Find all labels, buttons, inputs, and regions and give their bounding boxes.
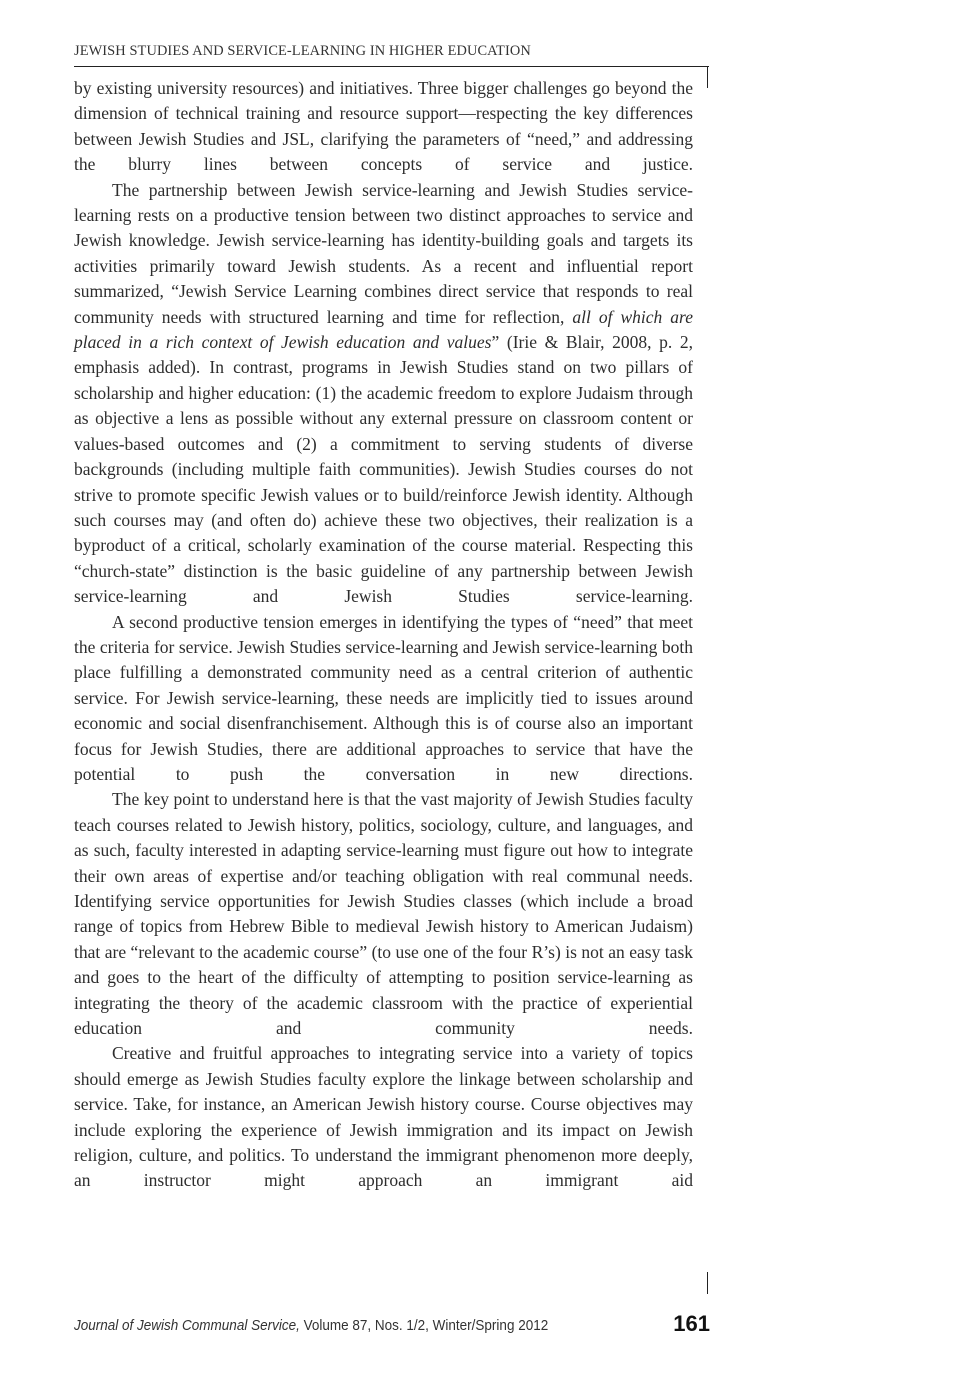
journal-issue: Volume 87, Nos. 1/2, Winter/Spring 2012: [299, 1317, 549, 1334]
margin-rule-top: [707, 66, 708, 88]
margin-rule-bottom: [707, 1272, 708, 1294]
paragraph-3: A second productive tension emerges in identifying the types of “need” that meet the criteria for service. Jewish Studies service-learning and Jewish service-learning both place fulfilling a demonstrated community need as a central criterion of authentic service. For Jewish service-learning, these needs are implicitly tied to issues around economic and social disenfranchisement. Although this is of course also an important focus for Jewish Studies, there are additional approaches to service that have the potential to push the conversation in new directions.: [74, 611, 693, 784]
journal-title: Journal of Jewish Communal Service,: [74, 1317, 300, 1334]
paragraph-4: The key point to understand here is that the vast majority of Jewish Studies faculty teach courses related to Jewish history, politics, sociology, culture, and languages, and as such, faculty interested in adapting service-learning must figure out how to integrate their own areas of expertise and/or teaching obligation with real communal needs. Identifying service opportunities for Jewish Studies classes (which include a broad range of topics from Hebrew Bible to medieval Jewish history to American Judaism) that are “relevant to the academic course” (to use one of the four R’s) is not an easy task and goes to the heart of the difficulty of attempting to position service-learning as integrating the theory of the academic classroom with the practice of experiential education and community needs.: [74, 789, 693, 1039]
page-number: 161: [673, 1311, 710, 1336]
paragraph-2-end: ” (Irie & Blair, 2008, p. 2, emphasis added). In contrast, programs in Jewish Studies stand on two pillars of scholarship and higher education: (1) the academic freedom to explore Judaism through as objective a lens as possible without any external pressure on classroom content or values-based outcomes and (2) a commitment to serving students of diverse backgrounds (including multiple faith communities). Jewish Studies courses do not strive to promote specific Jewish values or to build/reinforce Jewish identity. Although such courses may (and often do) achieve these two objectives, their realization is a byproduct of a critical, scholarly examination of the course material. Respecting this “church-state” distinction is the basic guideline of any partnership between Jewish service-learning and Jewish Studies service-learning.: [74, 332, 693, 607]
running-head: JEWISH STUDIES AND SERVICE-LEARNING IN HIGHER EDUCATION: [74, 43, 531, 59]
paragraph-1: by existing university resources) and initiatives. Three bigger challenges go beyond the dimension of technical training and resource support—respecting the key differences between Jewish Studies and JSL, clarifying the parameters of “need,” and addressing the blurry lines between concepts of service and justice.: [74, 78, 693, 175]
article-body: [74, 76, 693, 1194]
journal-citation: [74, 1317, 548, 1334]
paragraph-2-emphasis: all of which are placed in a rich context of Jewish education and values: [74, 306, 693, 353]
paragraph-2-start: The partnership between Jewish service-learning and Jewish Studies service-learning rests on a productive tension between two distinct approaches to service and Jewish knowledge. Jewish service-learning has identity-building goals and targets its activities primarily toward Jewish students. As a recent and influential report summarized, “Jewish Service Learning combines direct service that responds to real community needs with structured learning and time for reflection,: [74, 179, 693, 327]
header-rule: [74, 66, 709, 67]
paragraph-5: Creative and fruitful approaches to integrating service into a variety of topics should emerge as Jewish Studies faculty explore the linkage between scholarship and service. Take, for instance, an American Jewish history course. Course objectives may include exploring the experience of Jewish immigration and its impact on Jewish religion, culture, and politics. To understand the immigrant phenomenon more deeply, an instructor might approach an immigrant aid: [74, 1043, 693, 1191]
paragraph-2: [74, 178, 693, 610]
